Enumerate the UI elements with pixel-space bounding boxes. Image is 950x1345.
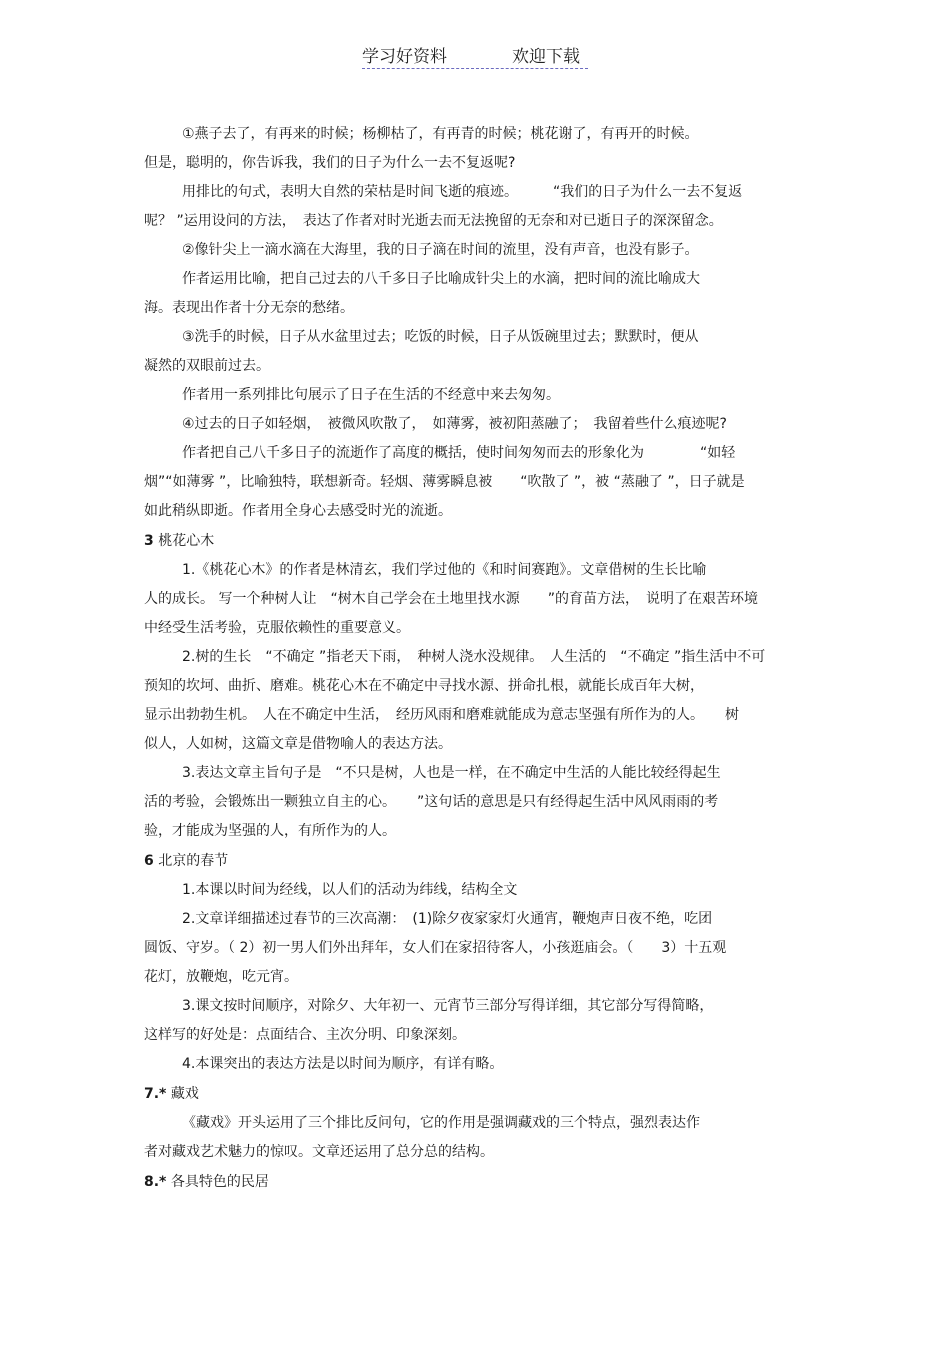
section-number: 7.* bbox=[144, 1086, 167, 1102]
text-line: 但是，聪明的，你告诉我，我们的日子为什么一去不复返呢? bbox=[144, 155, 516, 171]
text-line: 者对藏戏艺术魅力的惊叹。文章还运用了总分总的结构。 bbox=[144, 1144, 494, 1160]
section-number: 6 bbox=[144, 853, 154, 869]
section-heading: 3 桃花心木 bbox=[144, 533, 215, 549]
text-line: 2.树的生长 “不确定 ”指老天下雨， 种树人浇水没规律。 人生活的 “不确定 ”指生活中不可 bbox=[182, 649, 766, 665]
text-line: 验，才能成为坚强的人，有所作为的人。 bbox=[144, 823, 396, 839]
text-line: 《藏戏》开头运用了三个排比反问句，它的作用是强调藏戏的三个特点，强烈表达作 bbox=[182, 1115, 700, 1131]
header-right-text: 欢迎下载 bbox=[512, 47, 580, 67]
section-heading: 8.* 各具特色的民居 bbox=[144, 1174, 269, 1190]
text-line: 3.课文按时间顺序，对除夕、大年初一、元宵节三部分写得详细，其它部分写得简略， bbox=[182, 998, 714, 1014]
text-line: 1.《桃花心木》的作者是林清玄，我们学过他的《和时间赛跑》。文章借树的生长比喻 bbox=[182, 562, 707, 578]
text-line: 人的成长。 写一个种树人让 “树木自己学会在土地里找水源 ”的育苗方法， 说明了在艰苦环境 bbox=[144, 591, 758, 607]
section-number: 8.* bbox=[144, 1174, 167, 1190]
text-line: 活的考验，会锻炼出一颗独立自主的心。 ”这句话的意思是只有经得起生活中风风雨雨的考 bbox=[144, 794, 719, 810]
text-line: 用排比的句式，表明大自然的荣枯是时间飞逝的痕迹。 “我们的日子为什么一去不复返 bbox=[182, 184, 743, 200]
text-line: 海。表现出作者十分无奈的愁绪。 bbox=[144, 300, 354, 316]
text-line: 4.本课突出的表达方法是以时间为顺序，有详有略。 bbox=[182, 1056, 504, 1072]
text-line: 烟”“如薄雾 ”，比喻独特，联想新奇。轻烟、薄雾瞬息被 “吹散了 ”，被 “蒸融了 ”，日子就是 bbox=[144, 474, 745, 490]
header-left-text: 学习好资料 bbox=[362, 47, 447, 67]
text-line: 凝然的双眼前过去。 bbox=[144, 358, 270, 374]
text-line: 花灯，放鞭炮，吃元宵。 bbox=[144, 969, 298, 985]
page-header bbox=[362, 40, 588, 69]
text-line: 3.表达文章主旨句子是 “不只是树，人也是一样，在不确定中生活的人能比较经得起生 bbox=[182, 765, 721, 781]
text-line: ③洗手的时候，日子从水盆里过去；吃饭的时候，日子从饭碗里过去；默默时，便从 bbox=[182, 329, 699, 345]
text-line: 显示出勃勃生机。 人在不确定中生活， 经历风雨和磨难就能成为意志坚强有所作为的人。 树 bbox=[144, 707, 739, 723]
text-line: ①燕子去了，有再来的时候；杨柳枯了，有再青的时候；桃花谢了，有再开的时候。 bbox=[182, 126, 699, 142]
text-line: 作者用一系列排比句展示了日子在生活的不经意中来去匆匆。 bbox=[182, 387, 560, 403]
section-heading: 7.* 藏戏 bbox=[144, 1086, 199, 1102]
text-line: 呢？ ”运用设问的方法， 表达了作者对时光逝去而无法挽留的无奈和对已逝日子的深深留念。 bbox=[144, 213, 723, 229]
text-line: 这样写的好处是：点面结合、主次分明、印象深刻。 bbox=[144, 1027, 466, 1043]
text-line: 作者把自己八千多日子的流逝作了高度的概括，使时间匆匆而去的形象化为 “如轻 bbox=[182, 445, 736, 461]
section-number: 3 bbox=[144, 533, 154, 549]
text-line: 似人，人如树，这篇文章是借物喻人的表达方法。 bbox=[144, 736, 452, 752]
section-heading: 6 北京的春节 bbox=[144, 853, 229, 869]
text-line: 2.文章详细描述过春节的三次高潮： (1)除夕夜家家灯火通宵，鞭炮声日夜不绝，吃团 bbox=[182, 911, 713, 927]
text-line: 如此稍纵即逝。作者用全身心去感受时光的流逝。 bbox=[144, 503, 452, 519]
text-line: 圆饭、守岁。（ 2）初一男人们外出拜年，女人们在家招待客人，小孩逛庙会。（ 3）十五观 bbox=[144, 940, 727, 956]
document-body bbox=[144, 120, 814, 1197]
text-line: ④过去的日子如轻烟， 被微风吹散了， 如薄雾，被初阳蒸融了； 我留着些什么痕迹呢? bbox=[182, 416, 727, 432]
text-line: 中经受生活考验，克服依赖性的重要意义。 bbox=[144, 620, 410, 636]
text-line: 1.本课以时间为经线，以人们的活动为纬线，结构全文 bbox=[182, 882, 518, 898]
text-line: 作者运用比喻，把自己过去的八千多日子比喻成针尖上的水滴，把时间的流比喻成大 bbox=[182, 271, 700, 287]
text-line: ②像针尖上一滴水滴在大海里，我的日子滴在时间的流里，没有声音，也没有影子。 bbox=[182, 242, 699, 258]
text-line: 预知的坎坷、曲折、磨难。桃花心木在不确定中寻找水源、拼命扎根，就能长成百年大树， bbox=[144, 678, 704, 694]
